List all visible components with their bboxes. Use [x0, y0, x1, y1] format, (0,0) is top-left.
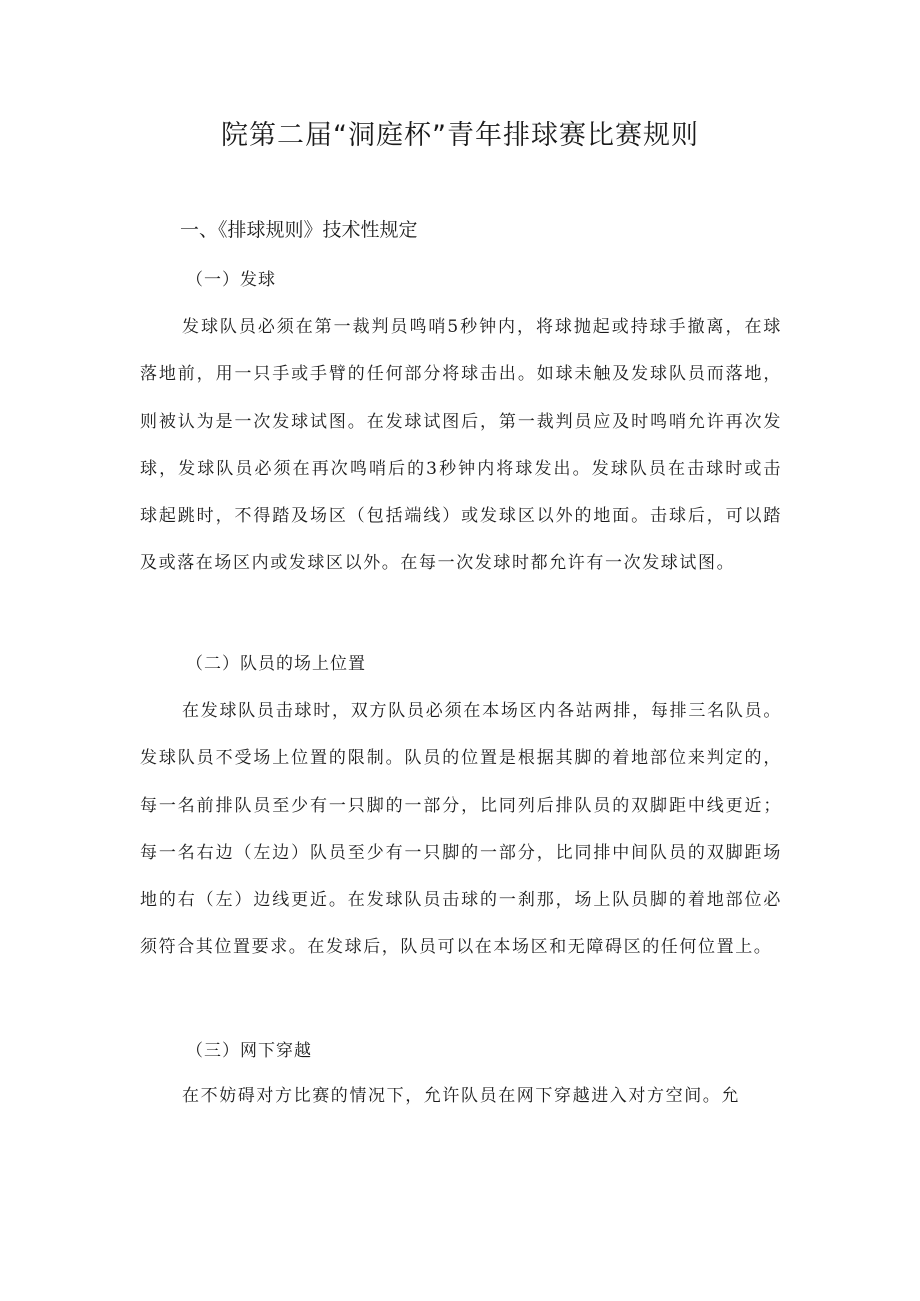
paragraph-net-crossing: 在不妨碍对方比赛的情况下，允许队员在网下穿越进入对方空间。允 [182, 1086, 740, 1106]
subsection-heading-positions: （二）队员的场上位置 [186, 654, 366, 674]
paragraph-positions: 在发球队员击球时，双方队员必须在本场区内各站两排，每排三名队员。发球队员不受场上位置的限制。队员的位置是根据其脚的着地部位来判定的，每一名前排队员至少有一只脚的一部分，比同列后排队员的双脚距中线更近；每一名右边（左边）队员至少有一只脚的一部分，比同排中间队员的双脚距场地的右（左）边线更近。在发球队员击球的一刹那，场上队员脚的着地部位必须符合其位置要求。在发球后，队员可以在本场区和无障碍区的任何位置上。 [140, 701, 782, 958]
paragraph-serve: 发球队员必须在第一裁判员鸣哨5秒钟内，将球抛起或持球手撤离，在球落地前，用一只手或手臂的任何部分将球击出。如球未触及发球队员而落地，则被认为是一次发球试图。在发球试图后，第一裁判员应及时鸣哨允许再次发球，发球队员必须在再次鸣哨后的3秒钟内将球发出。发球队员在击球时或击球起跳时，不得踏及场区（包括端线）或发球区以外的地面。击球后，可以踏及或落在场区内或发球区以外。在每一次发球时都允许有一次发球试图。 [140, 317, 782, 574]
section-heading: 一、《排球规则》技术性规定 [180, 219, 418, 241]
subsection-heading-net-crossing: （三）网下穿越 [186, 1041, 312, 1061]
subsection-heading-serve: （一）发球 [186, 270, 276, 290]
document-title: 院第二届“洞庭杯”青年排球赛比赛规则 [221, 120, 699, 151]
